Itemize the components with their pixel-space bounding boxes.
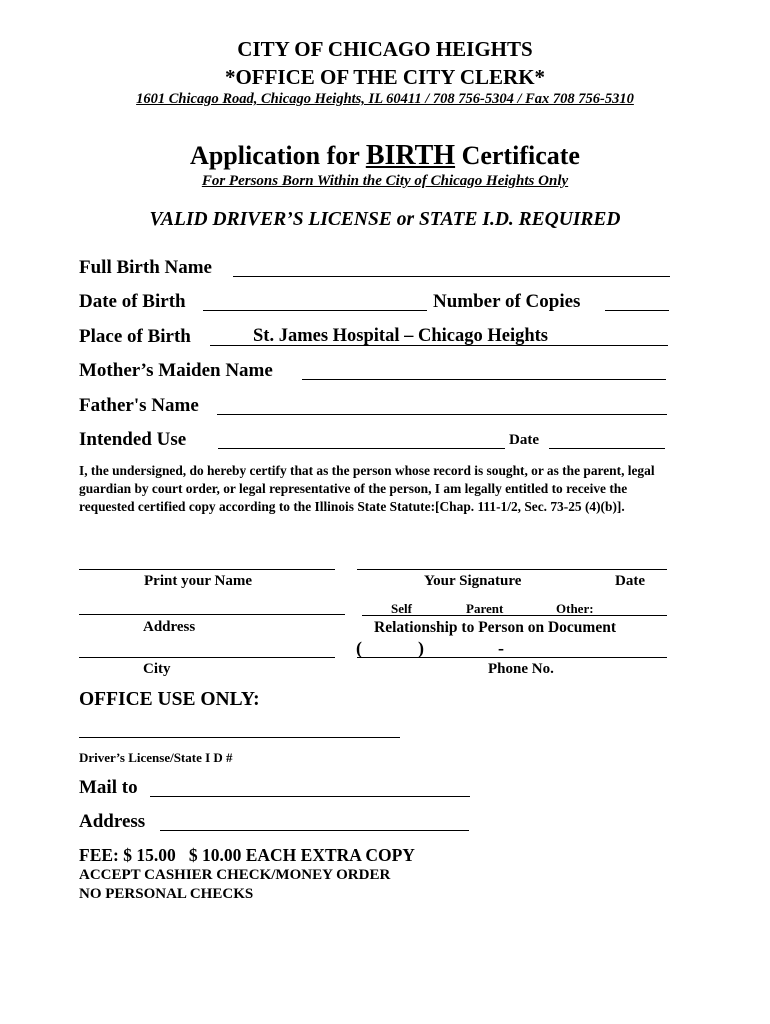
date-of-birth-label: Date of Birth (79, 291, 186, 312)
license-number-field[interactable] (79, 737, 400, 738)
place-of-birth-label: Place of Birth (79, 326, 191, 347)
city-heading: CITY OF CHICAGO HEIGHTS (237, 37, 533, 61)
title-suffix: Certificate (455, 141, 580, 170)
mothers-maiden-name-label: Mother’s Maiden Name (79, 360, 273, 381)
print-name-label: Print your Name (144, 573, 253, 589)
page-title (0, 140, 770, 172)
address-field[interactable] (79, 614, 345, 615)
mail-to-label: Mail to (79, 777, 138, 798)
phone-area-open: ( (356, 638, 362, 658)
number-of-copies-label: Number of Copies (433, 291, 581, 312)
phone-label: Phone No. (488, 661, 554, 677)
office-use-heading: OFFICE USE ONLY: (79, 689, 260, 710)
intended-use-date-label: Date (509, 432, 539, 448)
relationship-parent[interactable]: Parent (466, 601, 504, 616)
phone-area-close: ) (418, 638, 424, 658)
fathers-name-label: Father's Name (79, 395, 199, 416)
signature-date-label: Date (615, 573, 645, 589)
full-birth-name-field[interactable] (233, 276, 670, 277)
office-address: 1601 Chicago Road, Chicago Heights, IL 60411 / 708 756-5304 / Fax 708 756-5310 (136, 91, 634, 107)
accepted-payment: ACCEPT CASHIER CHECK/MONEY ORDER (79, 867, 391, 883)
license-number-label: Driver’s License/State I D # (79, 750, 233, 765)
id-requirement: VALID DRIVER’S LICENSE or STATE I.D. REQUIRED (149, 209, 621, 230)
relationship-self[interactable]: Self (391, 601, 412, 616)
date-of-birth-field[interactable] (203, 310, 427, 311)
fee-line: FEE: $ 15.00 $ 10.00 EACH EXTRA COPY (79, 845, 415, 865)
mothers-maiden-name-field[interactable] (302, 379, 666, 380)
city-label: City (143, 661, 171, 677)
fathers-name-field[interactable] (217, 414, 667, 415)
print-name-field[interactable] (79, 569, 335, 570)
title-emphasis: BIRTH (365, 140, 456, 171)
relationship-label: Relationship to Person on Document (374, 619, 616, 636)
office-address-label: Address (79, 811, 146, 832)
phone-field[interactable] (357, 657, 667, 658)
mail-to-field[interactable] (150, 796, 470, 797)
signature-label: Your Signature (424, 573, 522, 589)
office-heading: *OFFICE OF THE CITY CLERK* (224, 65, 546, 89)
place-of-birth-value: St. James Hospital – Chicago Heights (253, 326, 548, 346)
address-label: Address (143, 619, 196, 635)
relationship-other[interactable]: Other: (556, 601, 594, 616)
certification-statement: I, the undersigned, do hereby certify that as the person whose record is sought, or as the parent, legal guardian by court order, or legal representative of the person, I am legally entitled to receive the requested certified copy according to the Illinois State Statute:[Chap. 111-1/2, Sec. 73-25 (4)(b)]. (79, 463, 655, 514)
phone-dash: - (498, 638, 504, 658)
city-field[interactable] (79, 657, 335, 658)
intended-use-date-field[interactable] (549, 448, 665, 449)
signature-field[interactable] (357, 569, 667, 570)
intended-use-label: Intended Use (79, 429, 187, 450)
page-subtitle: For Persons Born Within the City of Chicago Heights Only (201, 173, 569, 189)
number-of-copies-field[interactable] (605, 310, 669, 311)
office-address-field[interactable] (160, 830, 469, 831)
title-prefix: Application for (190, 141, 366, 170)
intended-use-field[interactable] (218, 448, 505, 449)
no-personal-checks: NO PERSONAL CHECKS (79, 886, 254, 902)
full-birth-name-label: Full Birth Name (79, 257, 212, 278)
